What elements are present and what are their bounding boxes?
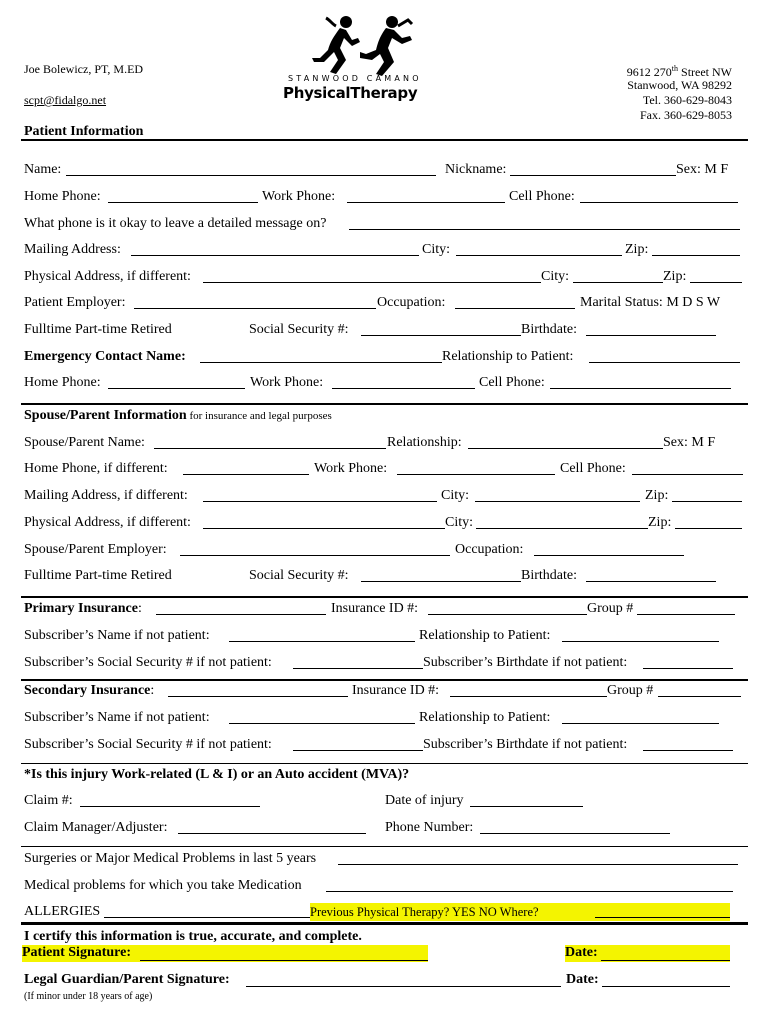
- guardian-signature-field[interactable]: [246, 986, 561, 987]
- label-spouse-ssn: Social Security #:: [249, 568, 349, 583]
- spouse-title-note: for insurance and legal purposes: [186, 410, 332, 422]
- label-spouse-employer: Spouse/Parent Employer:: [24, 542, 167, 557]
- marital-status-options[interactable]: Marital Status: M D S W: [580, 295, 721, 310]
- claim-manager-field[interactable]: [178, 833, 366, 834]
- label-primary-subscriber-ssn: Subscriber’s Social Security # if not patient:: [24, 655, 272, 670]
- divider: [21, 139, 748, 141]
- spouse-employment-options[interactable]: Fulltime Part-time Retired: [24, 568, 172, 583]
- label-occupation: Occupation:: [377, 295, 446, 310]
- label-medication: Medical problems for which you take Medication: [24, 878, 302, 893]
- divider: [21, 763, 748, 764]
- zip-field[interactable]: [652, 255, 740, 256]
- label-emergency-home-phone: Home Phone:: [24, 375, 101, 390]
- spouse-ssn-field[interactable]: [361, 581, 521, 582]
- spouse-name-field[interactable]: [154, 448, 386, 449]
- patient-signature-field[interactable]: [140, 960, 428, 961]
- spouse-city-field[interactable]: [475, 501, 640, 502]
- label-emergency-work-phone: Work Phone:: [250, 375, 324, 390]
- secondary-relationship-field[interactable]: [562, 723, 719, 724]
- spouse-occupation-field[interactable]: [534, 555, 684, 556]
- previous-pt-label: Previous Physical Therapy? YES NO Where?: [310, 905, 539, 919]
- label-home-phone: Home Phone:: [24, 189, 101, 204]
- label-employer: Patient Employer:: [24, 295, 126, 310]
- label-primary-relationship: Relationship to Patient:: [419, 628, 551, 643]
- message-phone-field[interactable]: [349, 229, 740, 230]
- label-spouse-relationship: Relationship:: [387, 435, 462, 450]
- claim-field[interactable]: [80, 806, 260, 807]
- label-spouse-occupation: Occupation:: [455, 542, 524, 557]
- primary-subscriber-birthdate-field[interactable]: [643, 668, 733, 669]
- certify-statement: I certify this information is true, accurate, and complete.: [24, 929, 362, 944]
- runners-logo-icon: [300, 14, 430, 76]
- label-emergency-cell-phone: Cell Phone:: [479, 375, 545, 390]
- label-cell-phone: Cell Phone:: [509, 189, 575, 204]
- label-physical-zip: Zip:: [663, 269, 687, 284]
- physical-zip-field[interactable]: [690, 282, 742, 283]
- sex-options[interactable]: Sex: M F: [676, 162, 729, 177]
- secondary-insurance-field[interactable]: [168, 696, 348, 697]
- label-city: City:: [422, 242, 451, 257]
- emergency-work-phone-field[interactable]: [332, 388, 475, 389]
- spouse-physical-city-field[interactable]: [476, 528, 648, 529]
- guardian-date-field[interactable]: [602, 986, 730, 987]
- spouse-cell-phone-field[interactable]: [632, 474, 743, 475]
- spouse-relationship-field[interactable]: [468, 448, 663, 449]
- secondary-subscriber-birthdate-field[interactable]: [643, 750, 733, 751]
- label-physical-city: City:: [541, 269, 570, 284]
- label-name: Name:: [24, 162, 62, 177]
- label-zip: Zip:: [625, 242, 649, 257]
- primary-insurance-title: Primary Insurance: [24, 601, 138, 616]
- physical-address-field[interactable]: [203, 282, 541, 283]
- address-number: 9612 270: [626, 65, 672, 79]
- label-secondary-subscriber-name: Subscriber’s Name if not patient:: [24, 710, 210, 725]
- secondary-insurance-heading: [24, 683, 154, 699]
- surgeries-field[interactable]: [338, 864, 738, 865]
- label-spouse-physical-zip: Zip:: [648, 515, 672, 530]
- emergency-cell-phone-field[interactable]: [550, 388, 731, 389]
- label-patient-signature: Patient Signature:: [22, 945, 132, 960]
- minor-note: (If minor under 18 years of age): [24, 991, 153, 1002]
- label-secondary-subscriber-ssn: Subscriber’s Social Security # if not patient:: [24, 737, 272, 752]
- allergies-field[interactable]: [104, 917, 310, 918]
- divider: [21, 403, 748, 405]
- spouse-zip-field[interactable]: [672, 501, 742, 502]
- spouse-physical-field[interactable]: [203, 528, 445, 529]
- label-guardian-date: Date:: [566, 972, 599, 987]
- label-surgeries: Surgeries or Major Medical Problems in last 5 years: [24, 851, 317, 866]
- label-primary-group: Group #: [587, 601, 634, 616]
- employment-status-options[interactable]: Fulltime Part-time Retired: [24, 322, 172, 337]
- label-secondary-group: Group #: [607, 683, 654, 698]
- label-secondary-subscriber-birthdate: Subscriber’s Birthdate if not patient:: [423, 737, 628, 752]
- label-spouse-city: City:: [441, 488, 470, 503]
- secondary-subscriber-name-field[interactable]: [229, 723, 415, 724]
- label-spouse-work-phone: Work Phone:: [314, 461, 388, 476]
- cell-phone-field[interactable]: [580, 202, 738, 203]
- divider: [21, 846, 748, 847]
- injury-question: *Is this injury Work-related (L & I) or an Auto accident (MVA)?: [24, 767, 410, 782]
- label-secondary-insurance-id: Insurance ID #:: [352, 683, 440, 698]
- label-spouse-name: Spouse/Parent Name:: [24, 435, 145, 450]
- spouse-physical-zip-field[interactable]: [675, 528, 742, 529]
- birthdate-field[interactable]: [586, 335, 716, 336]
- spouse-work-phone-field[interactable]: [397, 474, 555, 475]
- label-primary-subscriber-name: Subscriber’s Name if not patient:: [24, 628, 210, 643]
- section-title-patient: Patient Information: [24, 124, 144, 139]
- date-of-injury-field[interactable]: [470, 806, 583, 807]
- primary-relationship-field[interactable]: [562, 641, 719, 642]
- label-claim: Claim #:: [24, 793, 73, 808]
- primary-subscriber-ssn-field[interactable]: [293, 668, 423, 669]
- secondary-insurance-title: Secondary Insurance: [24, 683, 151, 698]
- label-claim-manager: Claim Manager/Adjuster:: [24, 820, 168, 835]
- spouse-sex-options[interactable]: Sex: M F: [663, 435, 716, 450]
- label-spouse-mailing: Mailing Address, if different:: [24, 488, 188, 503]
- telephone: Tel. 360-629-8043: [642, 93, 732, 107]
- divider: [21, 922, 748, 925]
- city-field[interactable]: [456, 255, 622, 256]
- emergency-relationship-field[interactable]: [589, 362, 740, 363]
- label-primary-subscriber-birthdate: Subscriber’s Birthdate if not patient:: [423, 655, 628, 670]
- section-title-spouse: [24, 408, 332, 424]
- label-message-phone: What phone is it okay to leave a detailed message on?: [24, 216, 327, 231]
- secondary-insurance-id-field[interactable]: [450, 696, 607, 697]
- primary-insurance-id-field[interactable]: [428, 614, 587, 615]
- spouse-mailing-field[interactable]: [203, 501, 437, 502]
- label-physical-address: Physical Address, if different:: [24, 269, 191, 284]
- address-street: Street NW: [678, 65, 732, 79]
- secondary-insurance-colon: :: [150, 683, 155, 698]
- mailing-address-field[interactable]: [131, 255, 419, 256]
- home-phone-field[interactable]: [108, 202, 258, 203]
- logo-title: PhysicalTherapy: [283, 84, 418, 102]
- label-mailing-address: Mailing Address:: [24, 242, 121, 257]
- divider: [21, 596, 748, 598]
- emergency-contact-field[interactable]: [200, 362, 442, 363]
- previous-pt-where-field[interactable]: [595, 917, 730, 918]
- spouse-birthdate-field[interactable]: [586, 581, 716, 582]
- practitioner-name: Joe Bolewicz, PT, M.ED: [24, 62, 144, 76]
- name-field[interactable]: [66, 175, 436, 176]
- fax: Fax. 360-629-8053: [640, 108, 732, 122]
- nickname-field[interactable]: [510, 175, 676, 176]
- primary-insurance-field[interactable]: [156, 614, 326, 615]
- label-spouse-physical-city: City:: [445, 515, 474, 530]
- spouse-title: Spouse/Parent Information: [24, 408, 187, 423]
- physical-city-field[interactable]: [573, 282, 663, 283]
- label-secondary-relationship: Relationship to Patient:: [419, 710, 551, 725]
- label-birthdate: Birthdate:: [521, 322, 577, 337]
- employer-field[interactable]: [134, 308, 376, 309]
- primary-insurance-heading: [24, 601, 142, 617]
- label-spouse-cell-phone: Cell Phone:: [560, 461, 626, 476]
- ssn-field[interactable]: [361, 335, 521, 336]
- label-patient-date: Date:: [565, 945, 598, 960]
- label-allergies: ALLERGIES: [24, 904, 101, 919]
- label-nickname: Nickname:: [445, 162, 507, 177]
- patient-date-field[interactable]: [601, 960, 730, 961]
- secondary-subscriber-ssn-field[interactable]: [293, 750, 423, 751]
- label-date-of-injury: Date of injury: [385, 793, 464, 808]
- label-ssn: Social Security #:: [249, 322, 349, 337]
- label-spouse-home-phone: Home Phone, if different:: [24, 461, 168, 476]
- occupation-field[interactable]: [455, 308, 575, 309]
- label-spouse-physical: Physical Address, if different:: [24, 515, 191, 530]
- spouse-employer-field[interactable]: [180, 555, 450, 556]
- primary-subscriber-name-field[interactable]: [229, 641, 415, 642]
- phone-number-field[interactable]: [480, 833, 670, 834]
- label-emergency-contact: Emergency Contact Name:: [24, 349, 186, 364]
- address-city: Stanwood, WA 98292: [627, 78, 732, 92]
- label-primary-insurance-id: Insurance ID #:: [331, 601, 419, 616]
- previous-pt-row[interactable]: [310, 903, 730, 921]
- label-guardian-signature: Legal Guardian/Parent Signature:: [24, 972, 230, 987]
- label-spouse-zip: Zip:: [645, 488, 669, 503]
- medication-field[interactable]: [326, 891, 733, 892]
- label-spouse-birthdate: Birthdate:: [521, 568, 577, 583]
- primary-group-field[interactable]: [637, 614, 735, 615]
- label-emergency-relationship: Relationship to Patient:: [442, 349, 574, 364]
- label-phone-number: Phone Number:: [385, 820, 474, 835]
- secondary-group-field[interactable]: [658, 696, 741, 697]
- primary-insurance-colon: :: [137, 601, 142, 616]
- label-work-phone: Work Phone:: [262, 189, 336, 204]
- address-suffix: th: [671, 64, 679, 73]
- spouse-home-phone-field[interactable]: [183, 474, 309, 475]
- divider: [21, 679, 748, 681]
- email-link[interactable]: scpt@fidalgo.net: [24, 93, 107, 107]
- emergency-home-phone-field[interactable]: [108, 388, 245, 389]
- logo-subtitle: STANWOOD CAMANO: [288, 74, 422, 83]
- work-phone-field[interactable]: [347, 202, 505, 203]
